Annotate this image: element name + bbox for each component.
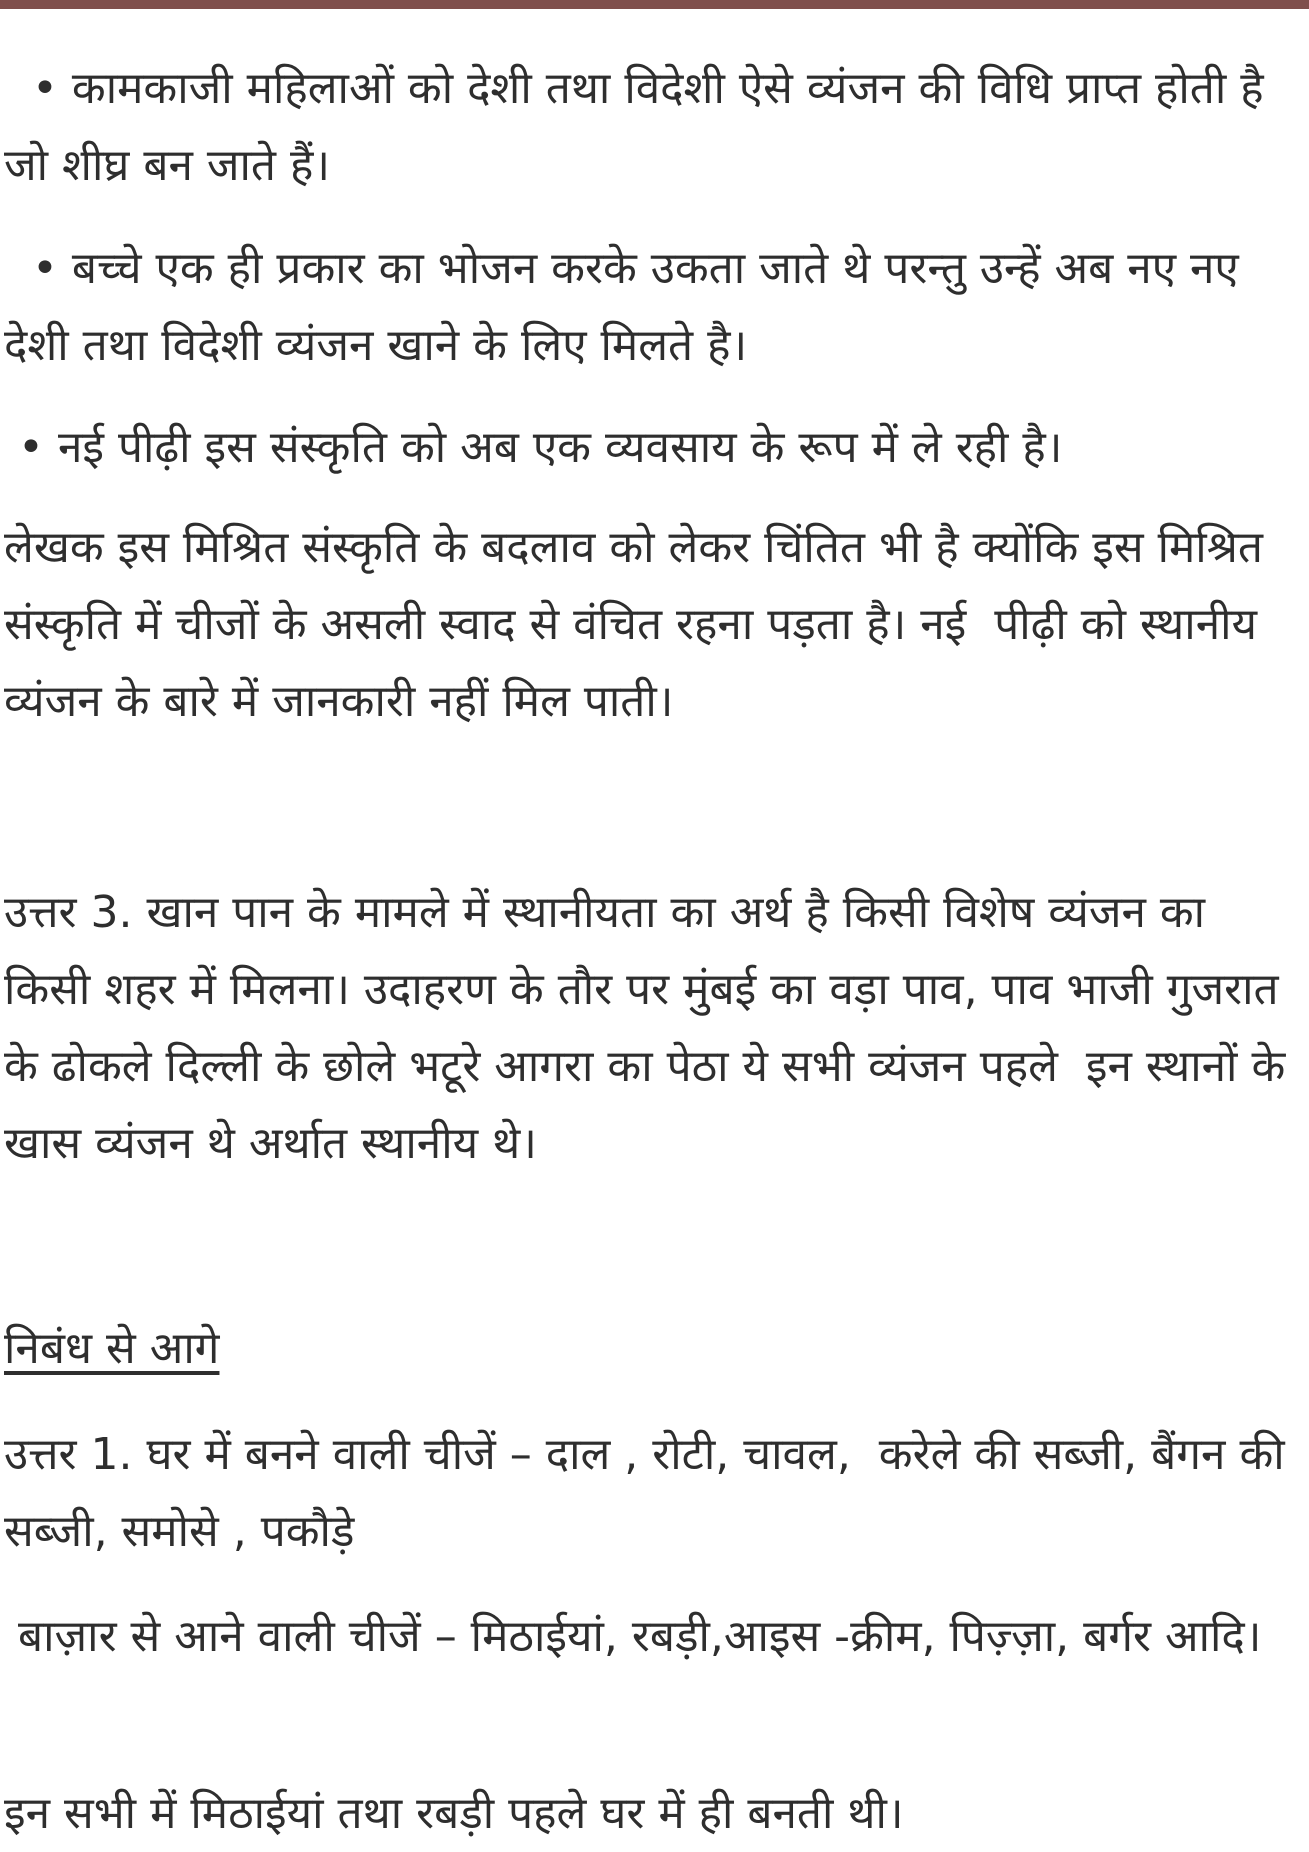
answer-1-paragraph: उत्तर 1. घर में बनने वाली चीजें – दाल , रोटी, चावल, करेले की सब्जी, बैंगन की सब्जी, समोसे , पकौड़े (4, 1429, 1299, 1557)
bullet-paragraph-1: • कामकाजी महिलाओं को देशी तथा विदेशी ऐसे व्यंजन की विधि प्राप्त होती है जो शीघ्र बन जाते हैं। (4, 63, 1278, 191)
top-bar (0, 0, 1309, 9)
answer-3-paragraph: उत्तर 3. खान पान के मामले में स्थानीयता का अर्थ है किसी विशेष व्यंजन का किसी शहर में मिलना। उदाहरण के तौर पर मुंबई का वड़ा पाव, पाव भाजी गुजरात के ढोकले दिल्ली के छोले भटूरे आगरा का पेठा ये सभी व्यंजन पहले इन स्थानों के खास व्यंजन थे अर्थात स्थानीय थे। (4, 887, 1300, 1169)
paragraph-author-concern: लेखक इस मिश्रित संस्कृति के बदलाव को लेकर चिंतित भी है क्योंकि इस मिश्रित संस्कृति में चीजों के असली स्वाद से वंचित रहना पड़ता है। नई पीढ़ी को स्थानीय व्यंजन के बारे में जानकारी नहीं मिल पाती। (4, 522, 1277, 727)
section-heading: निबंध से आगे (4, 1323, 220, 1374)
bullet-paragraph-2: • बच्चे एक ही प्रकार का भोजन करके उकता जाते थे परन्तु उन्हें अब नए नए देशी तथा विदेशी व्यंजन खाने के लिए मिलते है। (4, 243, 1253, 371)
conclusion-paragraph: इन सभी में मिठाईयां तथा रबड़ी पहले घर में ही बनती थी। (4, 1788, 904, 1839)
market-items-paragraph: बाज़ार से आने वाली चीजें – मिठाईयां, रबड़ी,आइस -क्रीम, पिज़्ज़ा, बर्गर आदि। (4, 1611, 1262, 1662)
bullet-paragraph-3: • नई पीढ़ी इस संस्कृति को अब एक व्यवसाय के रूप में ले रही है। (4, 422, 1063, 473)
